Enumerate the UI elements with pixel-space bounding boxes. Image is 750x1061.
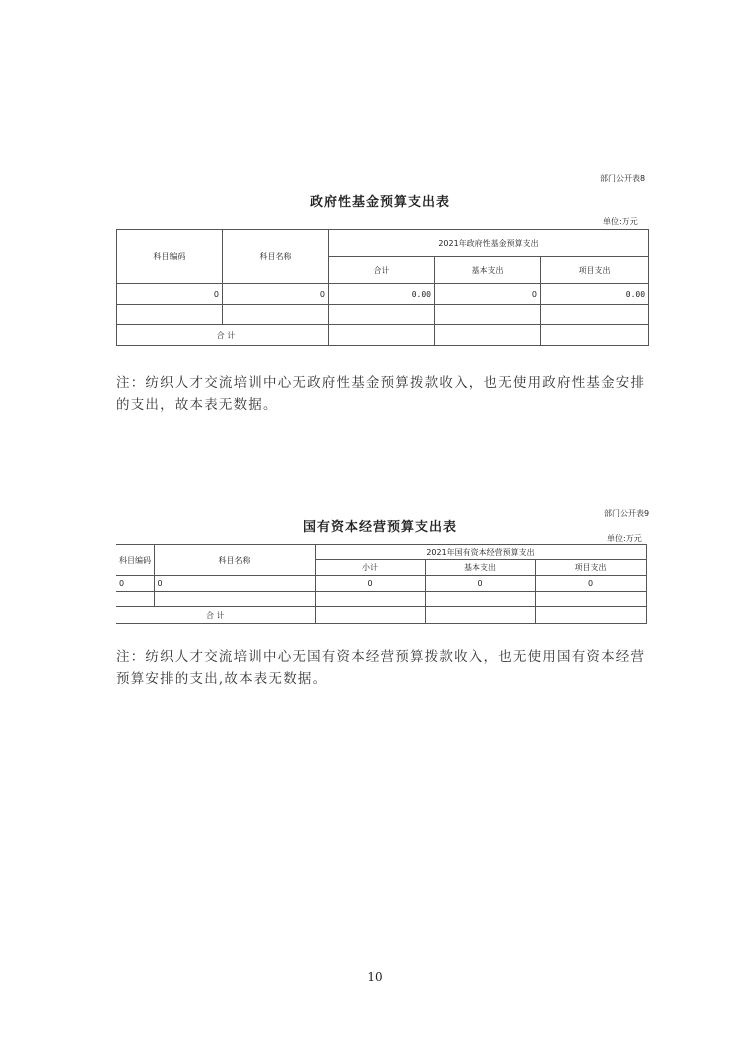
table-row (116, 592, 646, 607)
table-sum-row (116, 607, 646, 624)
page-number: 10 (367, 970, 383, 984)
table9-label: 部门公开表9 (604, 509, 650, 518)
header-group: 2021年政府性基金预算支出 (329, 230, 649, 257)
header-total: 合计 (329, 257, 435, 284)
table8-title: 政府性基金预算支出表 (309, 195, 450, 210)
header-project: 项目支出 (535, 560, 646, 576)
table-row (117, 305, 649, 325)
header-basic: 基本支出 (425, 560, 535, 576)
header-project: 项目支出 (541, 257, 649, 284)
cell-name: 0 (154, 576, 315, 592)
cell-project: 0.00 (541, 284, 649, 305)
table-sum-row (117, 325, 649, 346)
header-code: 科目编码 (117, 230, 223, 284)
cell-code: 0 (117, 284, 223, 305)
header-code: 科目编码 (116, 545, 154, 576)
header-basic: 基本支出 (435, 257, 541, 284)
header-total: 小计 (315, 560, 425, 576)
table9-note: 注：纺织人才交流培训中心无国有资本经营预算拨款收入，也无使用国有资本经营预算安排的支出,故本表无数据。 (116, 649, 646, 687)
cell-code: 0 (116, 576, 154, 592)
table8-label: 部门公开表8 (600, 174, 646, 183)
header-name: 科目名称 (154, 545, 315, 576)
cell-total: 0.00 (329, 284, 435, 305)
sum-label: 合 计 (117, 325, 329, 346)
table9-unit: 单位:万元 (607, 534, 642, 543)
table8-unit: 单位:万元 (603, 217, 638, 226)
cell-basic: 0 (425, 576, 535, 592)
header-name: 科目名称 (223, 230, 329, 284)
table9-title: 国有资本经营预算支出表 (302, 520, 457, 535)
table9 (116, 544, 647, 624)
cell-total: 0 (315, 576, 425, 592)
table8 (116, 229, 649, 346)
table8-note: 注：纺织人才交流培训中心无政府性基金预算拨款收入，也无使用政府性基金安排的支出，故本表无数据。 (116, 375, 646, 413)
table-row (117, 284, 649, 305)
table-row (116, 576, 646, 592)
cell-project: 0 (535, 576, 646, 592)
cell-name: 0 (223, 284, 329, 305)
sum-label: 合 计 (116, 607, 315, 624)
header-group: 2021年国有资本经营预算支出 (315, 545, 646, 560)
cell-basic: 0 (435, 284, 541, 305)
